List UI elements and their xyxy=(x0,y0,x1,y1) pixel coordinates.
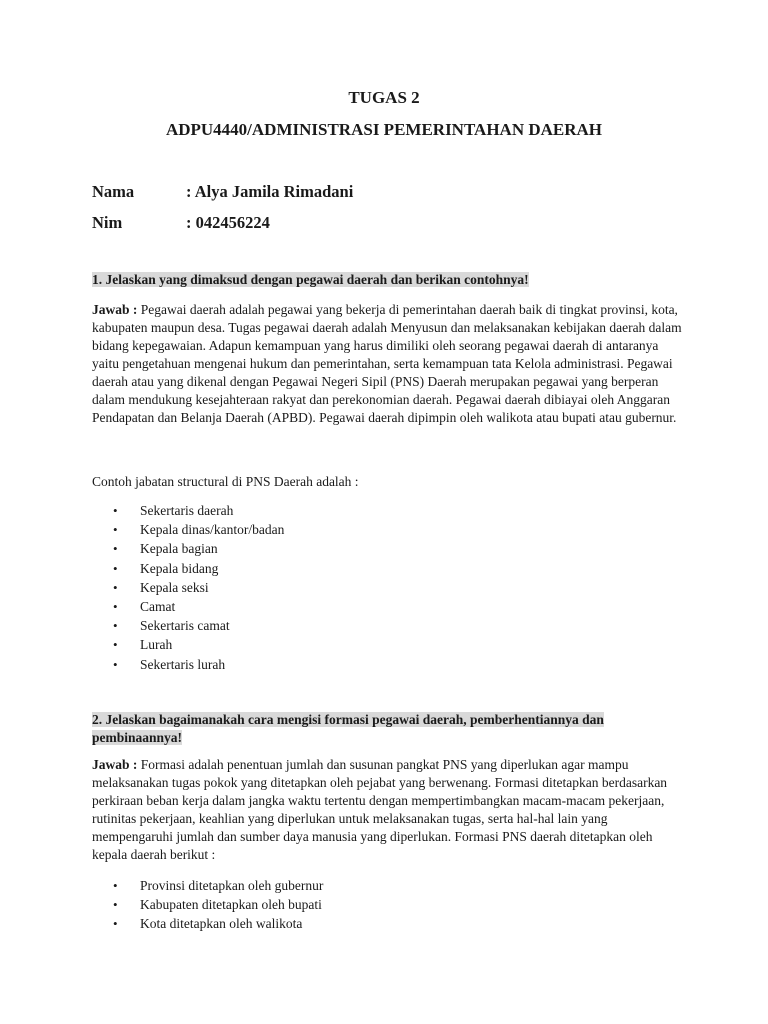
question-1-text: 1. Jelaskan yang dimaksud dengan pegawai daerah dan berikan contohnya! xyxy=(92,272,529,287)
answer-1-text: Pegawai daerah adalah pegawai yang bekerja di pemerintahan daerah baik di tingkat provinsi, kota, kabupaten maupun desa. Tugas pegawai daerah adalah Menyusun dan melaksanakan kebijakan daerah dalam bidang kepegawaian. Adapun kemampuan yang harus dimiliki oleh seorang pegawai daerah di antaranya yaitu pengetahuan mengenai hukum dan pemerintahan, serta kemampuan tata Kelola administrasi. Pegawai daerah atau yang dikenal dengan Pegawai Negeri Sipil (PNS) Daerah merupakan pegawai yang berperan dalam mendukung kesejahteraan rakyat dan perekonomian daerah. Pegawai daerah dibiayai oleh Anggaran Pendapatan dan Belanja Daerah (APBD). Pegawai daerah dipimpin oleh walikota atau bupati atau gubernur. xyxy=(92,302,682,425)
list-item: • Sekertaris camat xyxy=(92,616,284,635)
doc-subtitle: ADPU4440/ADMINISTRASI PEMERINTAHAN DAERAH xyxy=(165,120,603,139)
question-2 xyxy=(92,711,682,747)
nim-value: : 042456224 xyxy=(186,213,270,232)
nim-label: Nim xyxy=(92,213,123,232)
list-item: • Lurah xyxy=(92,635,284,654)
list-item: • Kepala dinas/kantor/badan xyxy=(92,520,284,539)
name-label: Nama xyxy=(92,182,135,201)
answer-2 xyxy=(92,756,682,864)
doc-title: TUGAS 2 xyxy=(348,88,420,107)
list-item: • Kepala bidang xyxy=(92,559,284,578)
list-item: • Sekertaris daerah xyxy=(92,501,284,520)
nim-row xyxy=(92,213,270,233)
name-value: : Alya Jamila Rimadani xyxy=(186,182,354,201)
answer-2-text: Formasi adalah penentuan jumlah dan susunan pangkat PNS yang diperlukan agar mampu melaksanakan tugas pokok yang ditetapkan oleh pejabat yang berwenang. Formasi ditetapkan berdasarkan perkiraan beban kerja dalam jangka waktu tertentu dengan mempertimbangkan macam-macam pekerjaan, rutinitas pekerjaan, keahlian yang diperlukan untuk melaksanakan tugas, serta hal-hal lain yang mempengaruhi jumlah dan sumber daya manusia yang diperlukan. Formasi PNS daerah ditetapkan oleh kepala daerah berikut : xyxy=(92,757,668,862)
answer-1-label: Jawab : xyxy=(92,302,138,317)
question-2-text: 2. Jelaskan bagaimanakah cara mengisi formasi pegawai daerah, pemberhentiannya dan pembinaannya! xyxy=(92,712,604,745)
list-item: • Sekertaris lurah xyxy=(92,655,284,674)
formation-list xyxy=(92,876,323,934)
list-item: • Kepala seksi xyxy=(92,578,284,597)
list-item: • Kepala bagian xyxy=(92,539,284,558)
examples-intro: Contoh jabatan structural di PNS Daerah adalah : xyxy=(92,474,359,489)
list-item: • Kabupaten ditetapkan oleh bupati xyxy=(92,895,323,914)
answer-2-label: Jawab : xyxy=(92,757,138,772)
list-item: • Camat xyxy=(92,597,284,616)
examples-list xyxy=(92,501,284,674)
list-item: • Kota ditetapkan oleh walikota xyxy=(92,914,323,933)
answer-1 xyxy=(92,301,682,427)
list-item: • Provinsi ditetapkan oleh gubernur xyxy=(92,876,323,895)
name-row xyxy=(92,182,353,202)
question-1 xyxy=(92,271,682,289)
